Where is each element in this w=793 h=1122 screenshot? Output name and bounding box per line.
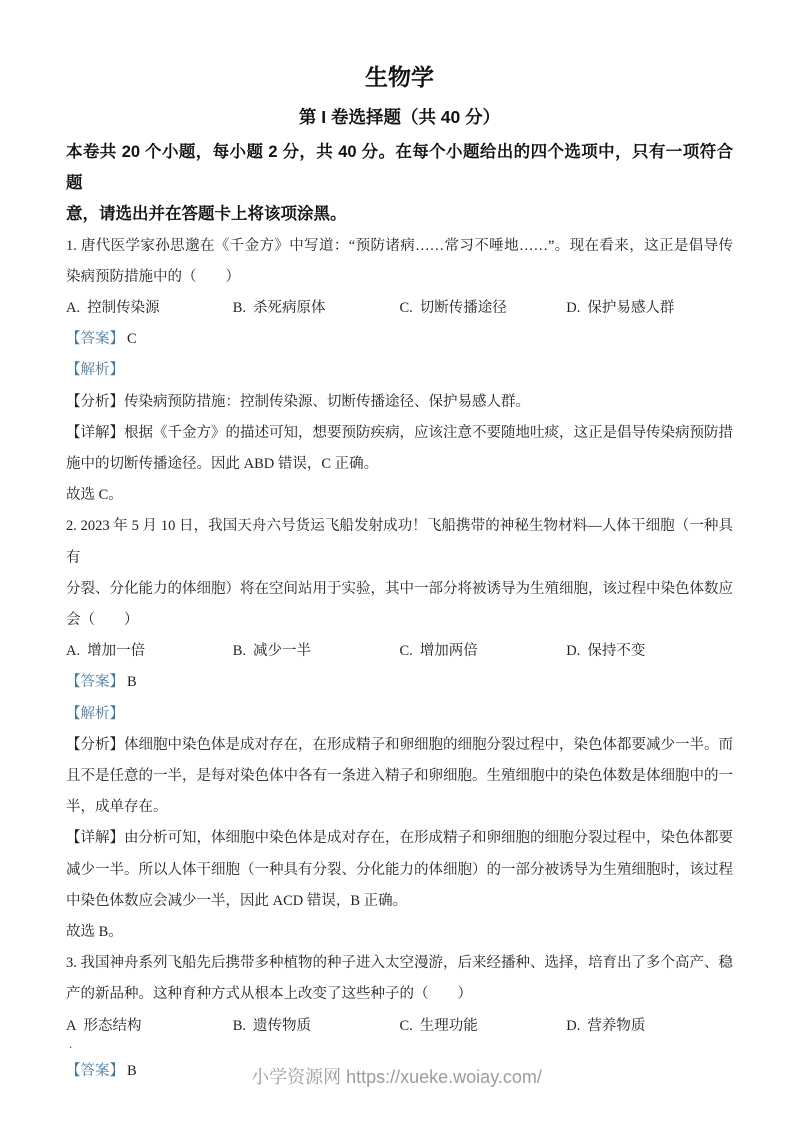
option-text: 减少一半 [253,643,312,660]
option-label: D. [566,300,581,317]
q2-jiexi-line [66,699,733,730]
q1-options-row [66,293,733,324]
section-heading: 第 I 卷选择题（共 40 分） [298,107,501,127]
option-text: 遗传物质 [253,1017,312,1034]
q2-fenxi-line-2: 且不是任意的一半，是每对染色体中各有一条进入精子和卵细胞。生殖细胞中的染色体数是体细胞中的一 [66,768,733,785]
q1-jiexi-line [66,355,733,386]
q1-stem-line-2: 染病预防措施中的（ ） [66,268,240,285]
q2-xiangjie-line-2: 减少一半。所以人体干细胞（一种具有分裂、分化能力的体细胞）的一部分被诱导为生殖细胞时，该过程 [66,861,733,878]
option-label: A. [66,643,81,660]
q2-option-a [66,636,233,667]
q1-conclusion: 故选 C。 [66,487,123,504]
q1-option-a [66,293,233,324]
option-label: B. [232,300,247,317]
option-text: 增加两倍 [419,643,478,660]
dropped-period-artifact: . [69,1035,73,1051]
fenxi-text: 体细胞中染色体是成对存在，在形成精子和卵细胞的细胞分裂过程中，染色体都要减少一半。而 [124,736,733,753]
intro-line-1: 本卷共 20 个小题，每小题 2 分，共 40 分。在每个小题给出的四个选项中，只有一项符合题 [66,143,733,193]
q3-stem-line-1: 3. 我国神舟系列飞船先后携带多种植物的种子进入太空漫游，后来经播种、选择，培育出了多个高产、稳 [66,955,733,972]
fenxi-label: 【分析】 [66,393,124,410]
exam-title: 生物学 [365,64,434,90]
exam-page [66,56,733,1087]
q2-stem-line-1: 2. 2023 年 5 月 10 日，我国天舟六号货运飞船发射成功！飞船携带的神秘生物材料—人体干细胞（一种具有 [66,518,733,566]
q2-option-d [566,636,733,667]
q2-answer-line [66,667,733,698]
xiangjie-label: 【详解】 [66,424,124,441]
jiexi-label: 【解析】 [66,705,124,722]
option-label: B. [232,1017,247,1034]
intro-line-2: 意，请选出并在答题卡上将该项涂黑。 [66,205,347,224]
q2-options-row [66,636,733,667]
q1-option-c [400,293,567,324]
q2-xiangjie-line-1 [66,823,733,854]
q2-xiangjie-line-3: 中染色体数应会减少一半，因此 ACD 错误，B 正确。 [66,892,408,909]
vertical-spacer [66,1042,733,1056]
q3-option-d [566,1011,733,1042]
xiangjie-text: 由分析可知，体细胞中染色体是成对存在，在形成精子和卵细胞的细胞分裂过程中，染色体都要 [124,830,733,847]
option-label: C. [399,1017,413,1034]
q1-fenxi-line-1 [66,387,733,418]
q1-xiangjie-line-2: 施中的切断传播途径。因此 ABD 错误，C 正确。 [66,456,379,473]
option-text: 保持不变 [587,643,646,660]
q3-option-c [400,1011,567,1042]
option-text: 增加一倍 [87,643,146,660]
fenxi-text: 传染病预防措施：控制传染源、切断传播途径、保护易感人群。 [124,393,530,410]
option-label: C. [399,643,413,660]
q3-stem-line-2: 产的新品种。这种育种方式从根本上改变了这些种子的（ ） [66,986,472,1003]
option-label: C. [399,300,413,317]
q1-answer-line [66,324,733,355]
q3-option-a [66,1011,233,1051]
q2-fenxi-line-1 [66,730,733,761]
jiexi-label: 【解析】 [66,362,124,379]
option-label: B. [232,643,247,660]
option-label: D. [566,1017,581,1034]
option-text: 营养物质 [587,1017,646,1034]
xiangjie-text: 根据《千金方》的描述可知，想要预防疾病，应该注意不要随地吐痰，这正是倡导传染病预防措 [124,424,733,441]
q2-option-b [233,636,400,667]
option-label: D. [566,643,581,660]
option-text: 形态结构 [83,1017,142,1034]
q1-xiangjie-line-1 [66,418,733,449]
option-text: 生理功能 [419,1017,478,1034]
option-text: 切断传播途径 [419,300,507,317]
q3-options-row [66,1011,733,1051]
q2-fenxi-line-3: 半，成单存在。 [66,799,168,816]
q1-stem-line-1: 1. 唐代医学家孙思邈在《千金方》中写道：“预防诸病……常习不唾地……”。现在看来，这正是倡导传 [66,237,733,254]
option-label: A. [66,300,81,317]
q2-stem-line-3: 会（ ） [66,612,139,629]
q3-option-b [233,1011,400,1042]
option-label: A [66,1017,77,1034]
option-text: 杀死病原体 [253,300,326,317]
fenxi-label: 【分析】 [66,736,124,753]
option-text: 控制传染源 [87,300,160,317]
answer-value: B [127,674,137,691]
q1-option-b [233,293,400,324]
q2-option-c [400,636,567,667]
footer-watermark: 小学资源网 https://xueke.woiay.com/ [251,1067,542,1087]
option-text: 保护易感人群 [587,300,675,317]
answer-label: 【答案】 [66,674,124,691]
q1-option-d [566,293,733,324]
answer-value: C [127,331,137,348]
q2-stem-line-2: 分裂、分化能力的体细胞）将在空间站用于实验，其中一部分将被诱导为生殖细胞，该过程中染色体数应 [66,580,733,597]
answer-label: 【答案】 [66,1062,124,1079]
answer-value: B [127,1062,137,1079]
xiangjie-label: 【详解】 [66,830,124,847]
answer-label: 【答案】 [66,331,124,348]
q2-conclusion: 故选 B。 [66,924,123,941]
